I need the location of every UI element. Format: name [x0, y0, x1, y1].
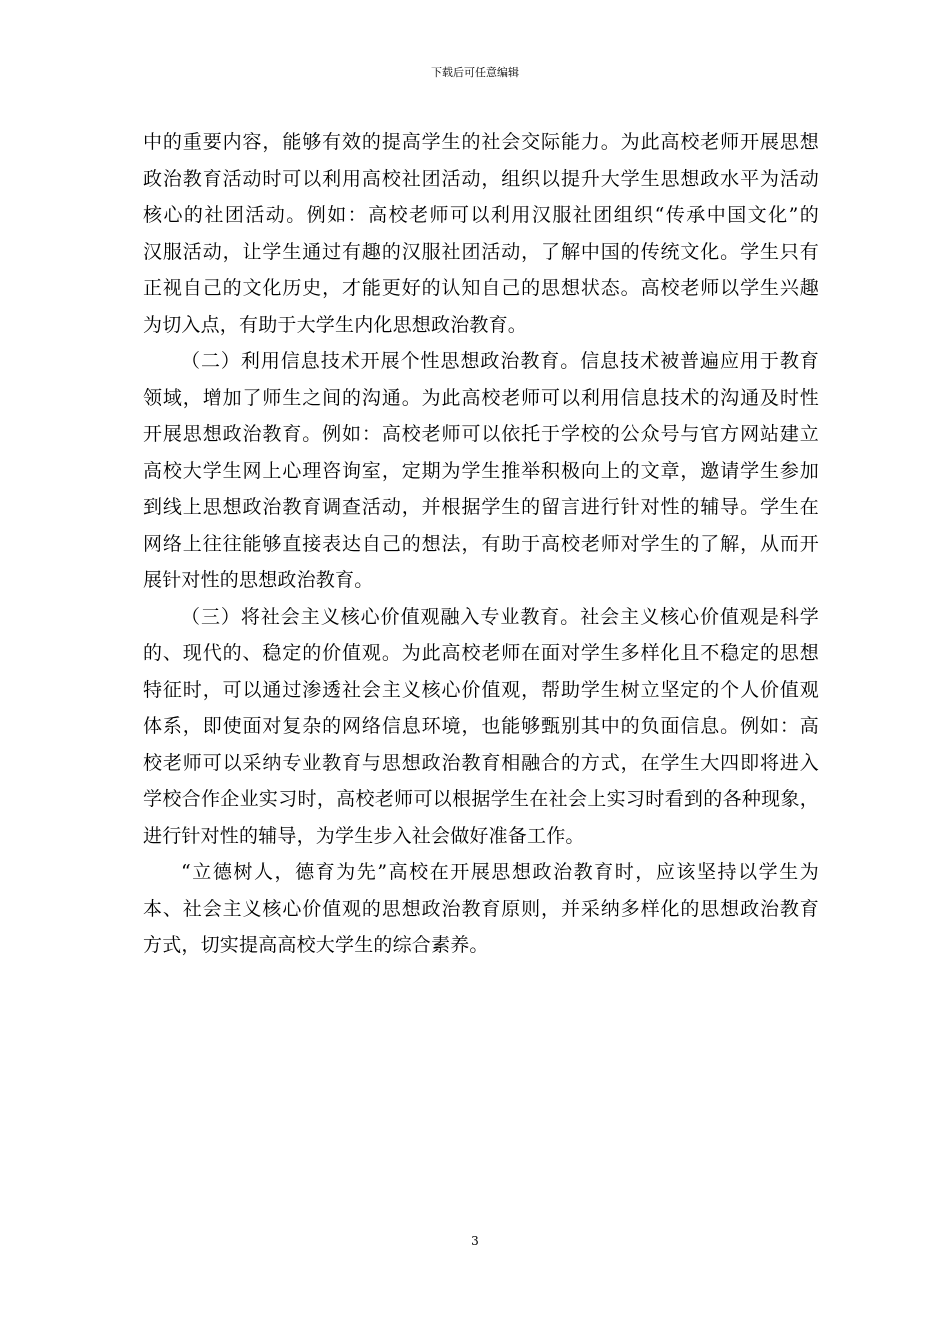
- text-line: 开展思想政治教育。例如：高校老师可以依托于学校的公众号与官方网站建立: [143, 423, 819, 445]
- text-line: 正视自己的文化历史，才能更好的认知自己的思想状态。高校老师以学生兴趣: [143, 277, 819, 299]
- text-line: 核心的社团活动。例如：高校老师可以利用汉服社团组织“传承中国文化”的: [143, 204, 819, 226]
- text-line: 汉服活动，让学生通过有趣的汉服社团活动，了解中国的传统文化。学生只有: [143, 240, 819, 263]
- text-line: 中的重要内容，能够有效的提高学生的社会交际能力。为此高校老师开展思想: [143, 131, 819, 153]
- text-line: 网络上往往能够直接表达自己的想法，有助于高校老师对学生的了解，从而开: [143, 532, 819, 555]
- paragraph: [143, 343, 819, 599]
- document-body: [143, 124, 819, 964]
- text-line: 的、现代的、稳定的价值观。为此高校老师在面对学生多样化且不稳定的思想: [143, 642, 819, 664]
- page-number: 3: [471, 1234, 479, 1248]
- paragraph: [143, 599, 819, 855]
- text-line: （二）利用信息技术开展个性思想政治教育。信息技术被普遍应用于教育: [181, 350, 819, 372]
- text-line: 校老师可以采纳专业教育与思想政治教育相融合的方式，在学生大四即将进入: [143, 751, 819, 774]
- text-line: 方式，切实提高高校大学生的综合素养。: [143, 934, 489, 956]
- text-line: 本、社会主义核心价值观的思想政治教育原则，并采纳多样化的思想政治教育: [143, 897, 819, 920]
- page-header: 下载后可任意编辑: [431, 66, 519, 79]
- text-line: 为切入点，有助于大学生内化思想政治教育。: [143, 313, 528, 336]
- text-line: 体系，即使面对复杂的网络信息环境，也能够甄别其中的负面信息。例如：高: [143, 715, 819, 737]
- paragraph: [143, 124, 819, 343]
- text-line: 高校大学生网上心理咨询室，定期为学生推举积极向上的文章，邀请学生参加: [143, 459, 819, 482]
- text-line: 到线上思想政治教育调查活动，并根据学生的留言进行针对性的辅导。学生在: [143, 496, 819, 518]
- text-line: 特征时，可以通过渗透社会主义核心价值观，帮助学生树立坚定的个人价值观: [143, 678, 819, 701]
- text-line: 展针对性的思想政治教育。: [143, 569, 374, 591]
- text-line: “立德树人，德育为先”高校在开展思想政治教育时，应该坚持以学生为: [181, 861, 819, 883]
- paragraph: [143, 854, 819, 964]
- text-line: 政治教育活动时可以利用高校社团活动，组织以提升大学生思想政水平为活动: [143, 167, 819, 190]
- text-line: 学校合作企业实习时，高校老师可以根据学生在社会上实习时看到的各种现象，: [143, 788, 819, 810]
- text-line: 领域，增加了师生之间的沟通。为此高校老师可以利用信息技术的沟通及时性: [143, 386, 819, 409]
- text-line: 进行针对性的辅导，为学生步入社会做好准备工作。: [143, 824, 585, 847]
- text-line: （三）将社会主义核心价值观融入专业教育。社会主义核心价值观是科学: [181, 605, 819, 628]
